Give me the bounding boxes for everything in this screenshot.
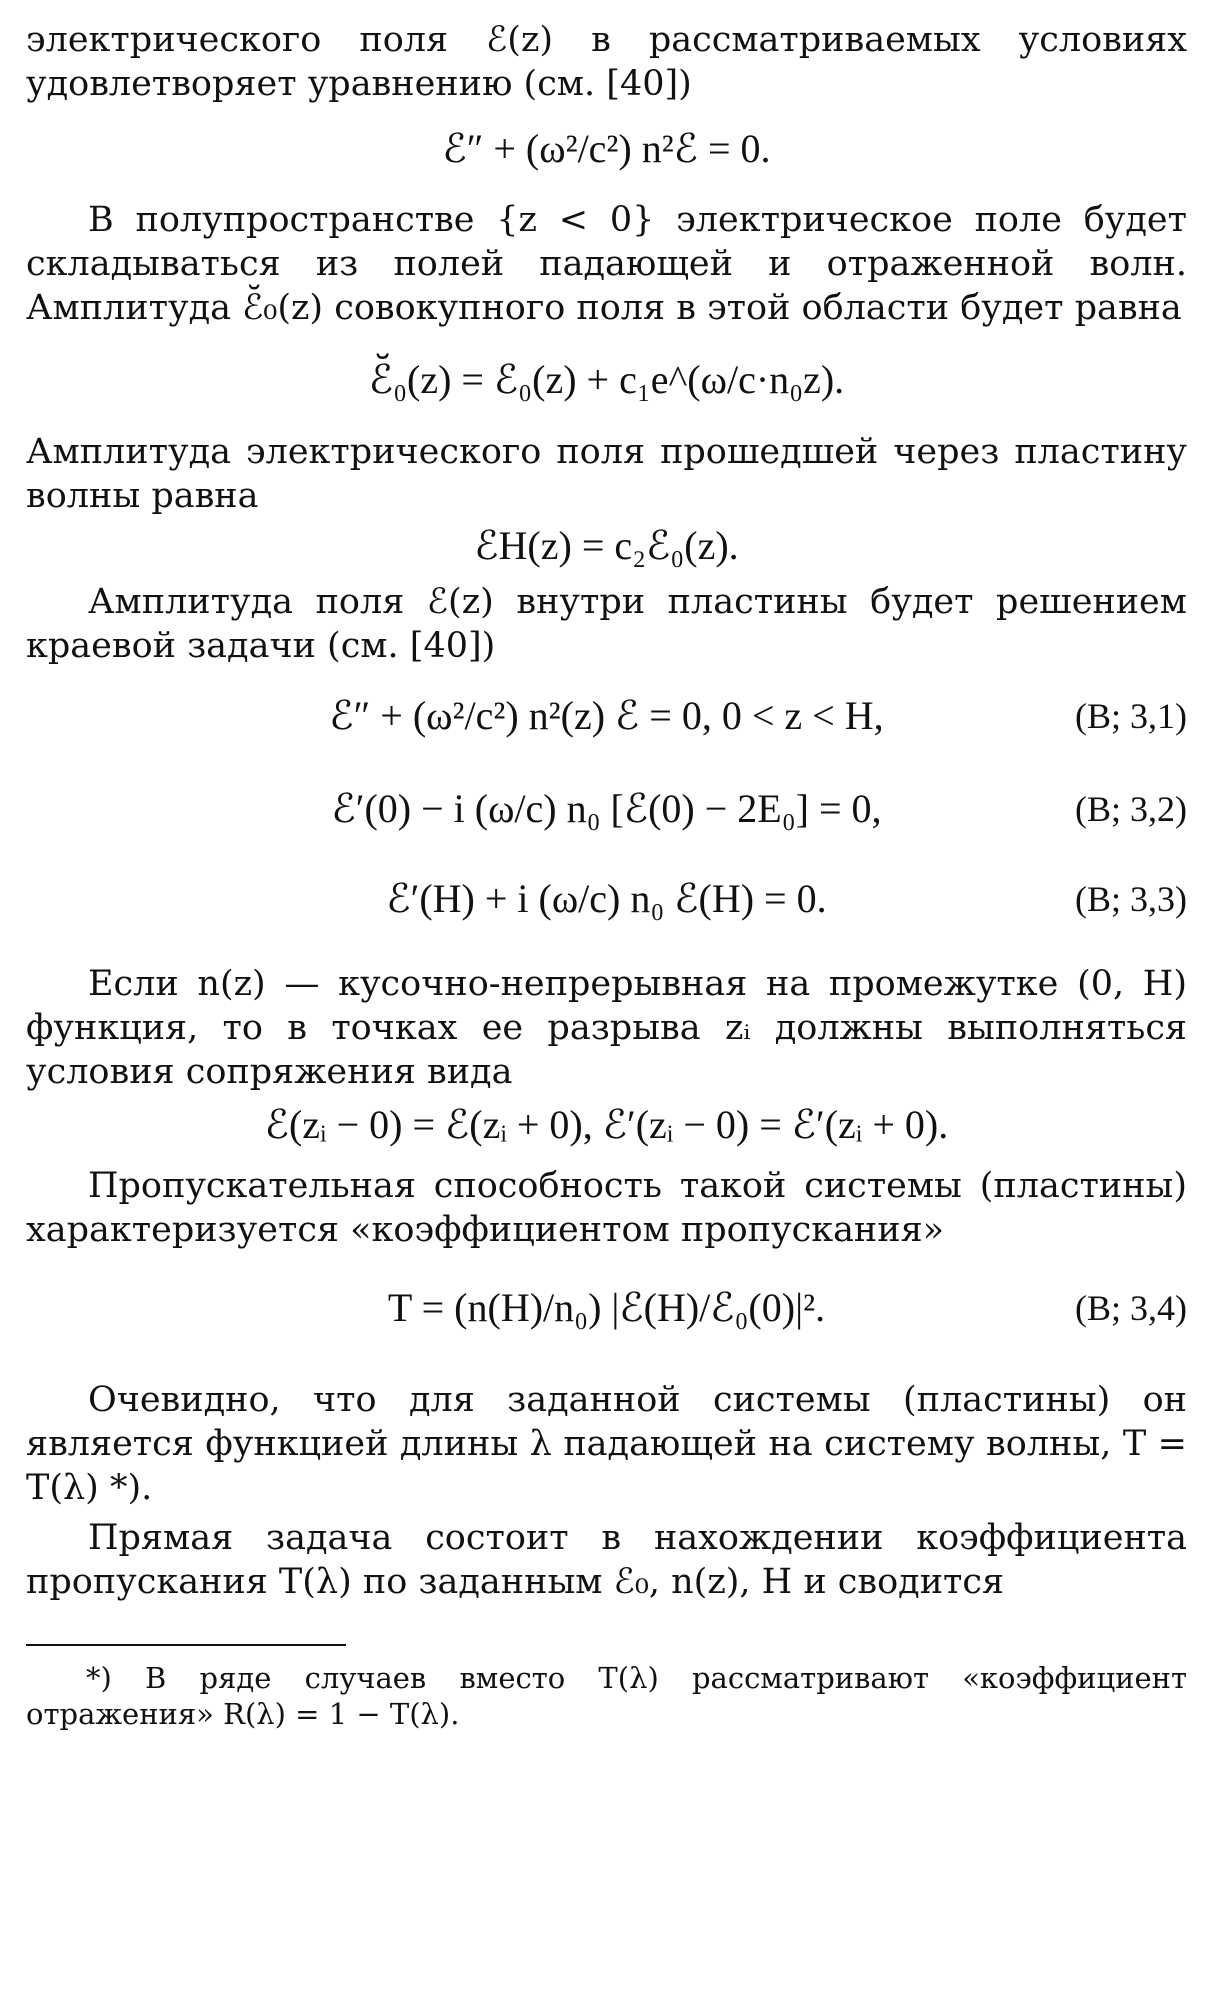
paragraph-6: Пропускательная способность такой системы (пластины) характеризуется «коэффициентом пропускания» — [26, 1166, 1187, 1250]
equation-5-text: ℰ′(0) − i (ω/c) n₀ [ℰ(0) − 2E₀] = 0, — [331, 786, 882, 831]
paragraph-8: Прямая задача состоит в нахождении коэффициента пропускания T(λ) по заданным ℰ₀, n(z), H и сводится — [26, 1518, 1187, 1602]
paragraph-4: Амплитуда поля ℰ(z) внутри пластины будет решением краевой задачи (см. [40]) — [26, 582, 1187, 666]
equation-7 — [26, 1094, 1187, 1156]
paragraph-2: В полупространстве {z < 0} электрическое поле будет складываться из полей падающей и отраженной волн. Амплитуда ℰ̆₀(z) совокупного поля в этой области будет равна — [26, 200, 1187, 328]
equation-8-number: (В; 3,4) — [1075, 1288, 1187, 1328]
equation-5-number: (В; 3,2) — [1075, 789, 1187, 829]
paragraph-3: Амплитуда электрического поля прошедшей через пластину волны равна — [26, 432, 1187, 516]
equation-2-text: ℰ̆₀(z) = ℰ₀(z) + c₁e^(ω/c·n₀z). — [368, 357, 845, 402]
equation-6-number: (В; 3,3) — [1075, 879, 1187, 919]
equation-8-text: T = (n(H)/n₀) |ℰ(H)/ℰ₀(0)|². — [387, 1285, 826, 1330]
equation-1-text: ℰ″ + (ω²/c²) n²ℰ = 0. — [442, 126, 771, 171]
paragraph-5: Если n(z) — кусочно-непрерывная на промежутке (0, H) функция, то в точках ее разрыва zᵢ должны выполняться условия сопряжения вида — [26, 964, 1187, 1092]
equation-4-number: (В; 3,1) — [1075, 696, 1187, 736]
paragraph-1: электрического поля ℰ(z) в рассматриваемых условиях удовлетворяет уравнению (см. [40]) — [26, 20, 1187, 104]
equation-3-text: ℰH(z) = c₂ℰ₀(z). — [474, 523, 739, 568]
equation-6 — [26, 854, 1187, 944]
equation-4 — [26, 668, 1187, 764]
equation-6-text: ℰ′(H) + i (ω/c) n₀ ℰ(H) = 0. — [386, 876, 827, 921]
equation-5 — [26, 764, 1187, 854]
equation-4-text: ℰ″ + (ω²/c²) n²(z) ℰ = 0, 0 < z < H, — [329, 693, 884, 738]
footnote-rule — [26, 1644, 346, 1646]
paragraph-7: Очевидно, что для заданной системы (пластины) он является функцией длины λ падающей на систему волны, T = T(λ) *). — [26, 1380, 1187, 1508]
equation-2 — [26, 330, 1187, 430]
footnote: *) В ряде случаев вместо T(λ) рассматривают «коэффициент отражения» R(λ) = 1 − T(λ). — [26, 1661, 1187, 1731]
equation-3 — [26, 518, 1187, 574]
equation-7-text: ℰ(zᵢ − 0) = ℰ(zᵢ + 0), ℰ′(zᵢ − 0) = ℰ′(zᵢ + 0). — [264, 1102, 949, 1147]
equation-1 — [26, 106, 1187, 192]
equation-8 — [26, 1252, 1187, 1364]
